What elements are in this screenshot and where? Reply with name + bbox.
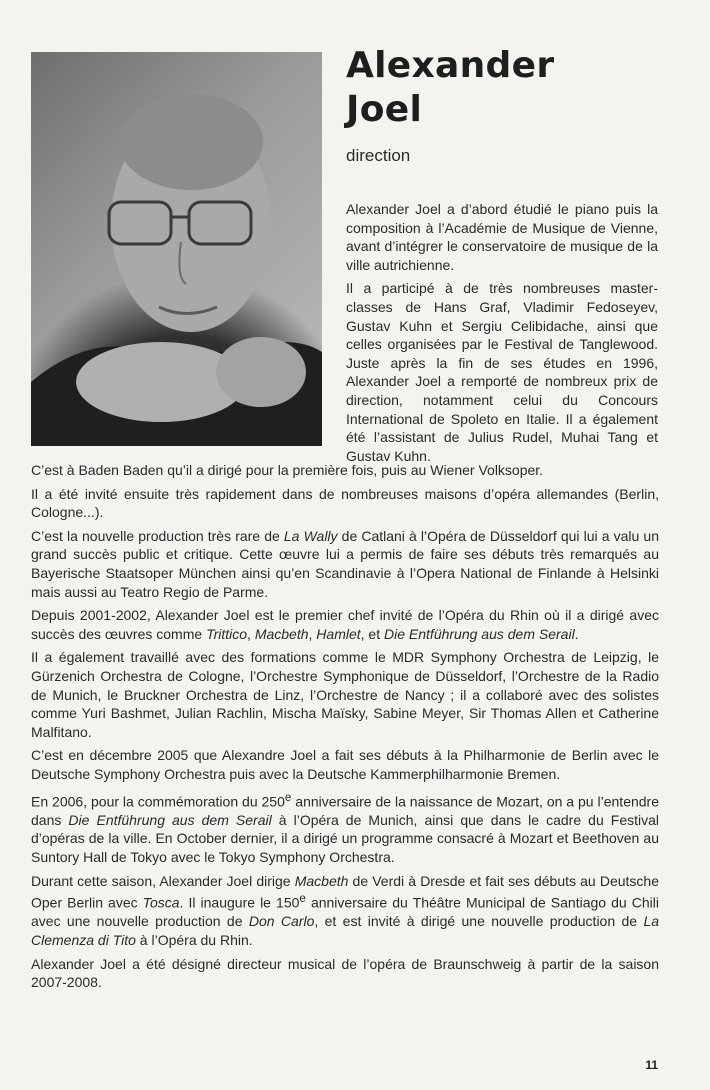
paragraph: Alexander Joel a été désigné directeur musical de l’opéra de Braunschweig à partir de la saison 2007-2008. xyxy=(31,955,659,991)
portrait-photo xyxy=(31,52,322,446)
role-label: direction xyxy=(346,146,411,165)
paragraph: Alexander Joel a d’abord étudié le piano puis la composition à l’Académie de Musique de Vienne, avant d’intégrer le conservatoire de musique de la ville autrichienne. xyxy=(346,201,658,273)
text-run: , xyxy=(308,625,317,642)
text-run: . Il inaugure le 150 xyxy=(179,894,300,911)
page-title xyxy=(346,44,554,132)
page-number: 11 xyxy=(645,1058,658,1072)
side-column-text xyxy=(346,200,658,470)
work-title: La Clemenza di Tito xyxy=(31,913,660,948)
text-run: Durant cette saison, Alexander Joel dirige xyxy=(31,872,295,889)
main-body-text xyxy=(31,461,659,997)
text-run: C’est la nouvelle production très rare de xyxy=(31,527,284,544)
superscript: e xyxy=(299,892,306,906)
text-run: à l’Opéra du Rhin. xyxy=(135,931,253,948)
text-run: anniversaire de la naissance de Mozart, on a pu l’entendre dans xyxy=(31,793,659,828)
text-run: anniversaire du Théâtre Municipal de Santiago du Chili avec une nouvelle production de xyxy=(31,894,659,930)
text-run: . xyxy=(574,625,579,642)
work-title: Tosca xyxy=(142,894,180,911)
superscript: e xyxy=(284,790,292,804)
text-run: , et xyxy=(360,625,385,642)
paragraph xyxy=(31,789,659,867)
text-run: de Verdi à Dresde et fait ses débuts au Deutsche Oper Berlin avec xyxy=(31,872,659,911)
work-title: Macbeth xyxy=(294,872,349,889)
work-title: Don Carlo xyxy=(248,913,315,930)
paragraph: C’est en décembre 2005 que Alexandre Joel a fait ses débuts à la Philharmonie de Berlin avec le Deutsche Symphony Orchestra puis avec la Deutsche Kammerphilharmonie Bremen. xyxy=(31,747,659,782)
work-title: Die Entführung aus dem Serail xyxy=(384,625,575,642)
paragraph xyxy=(31,872,659,950)
name-last: Joel xyxy=(346,89,423,130)
work-title: Trittico xyxy=(206,625,248,642)
paragraph: Il a été invité ensuite très rapidement dans de nombreuses maisons d’opéra allemandes (Berlin, Cologne...). xyxy=(31,485,659,521)
work-title: Macbeth xyxy=(254,625,309,642)
portrait-illustration xyxy=(31,52,322,446)
paragraph xyxy=(31,527,659,601)
work-title: La Wally xyxy=(283,527,338,544)
text-run: , et est invité à dirigé une nouvelle production de xyxy=(314,913,644,930)
paragraph: Il a participé à de très nombreuses master-classes de Hans Graf, Vladimir Fedoseyev, Gustav Kuhn et Sergiu Celibidache, ainsi que celles organisées par le Festival de Tanglewood. Juste après la fin de ses études en 1996, Alexander Joel a remporté de nombreux prix de direction, notamment celui du Concours International de Spoleto en Italie. Il a également été l’assistant de Julius Rudel, Muhai Tang et Gustav Kuhn. xyxy=(346,280,658,464)
paragraph xyxy=(31,606,659,643)
text-run: à l’Opéra de Munich, ainsi que dans le cadre du Festival d’opéras de la ville. En October dernier, il a dirigé un programme consacré à Mozart et Beethoven au Suntory Hall de Tokyo avec le Tokyo Symphony Orchestra. xyxy=(31,811,660,865)
work-title: Die Entführung aus dem Serail xyxy=(68,811,272,828)
name-first: Alexander xyxy=(346,45,555,86)
text-run: En 2006, pour la commémoration du 250 xyxy=(31,793,285,810)
text-run: Depuis 2001-2002, Alexander Joel est le premier chef invité de l’Opéra du Rhin où il a dirigé avec succès des œuvres comme xyxy=(31,607,659,642)
paragraph: C’est à Baden Baden qu’il a dirigé pour la première fois, puis au Wiener Volksoper. xyxy=(31,462,544,478)
work-title: Hamlet xyxy=(316,625,361,642)
text-run: , xyxy=(247,625,255,642)
paragraph: Il a également travaillé avec des formations comme le MDR Symphony Orchestra de Leipzig, le Gürzenich Orchestra de Cologne, l’Orchestre Symphonique de Düsseldorf, l’Orchestre de la Radio de Munich, le Bruckner Orchestra de Linz, l’Orchestre de Nancy ; il a collaboré avec des solistes comme Yuri Bashmet, Julian Rachlin, Mischa Maïsky, Sabine Meyer, Sir Thomas Allen et Catherine Malfitano. xyxy=(31,649,659,740)
text-run: de Catlani à l’Opéra de Düsseldorf qui lui a valu un grand succès public et critique. Cette œuvre lui a permis de faire ses débuts très remarqués au Bayerische Staatsoper München ainsi qu’en Scandinavie à l’Opera National de Finlande à Helsinki mais aussi au Teatro Regio de Parme. xyxy=(31,527,660,600)
